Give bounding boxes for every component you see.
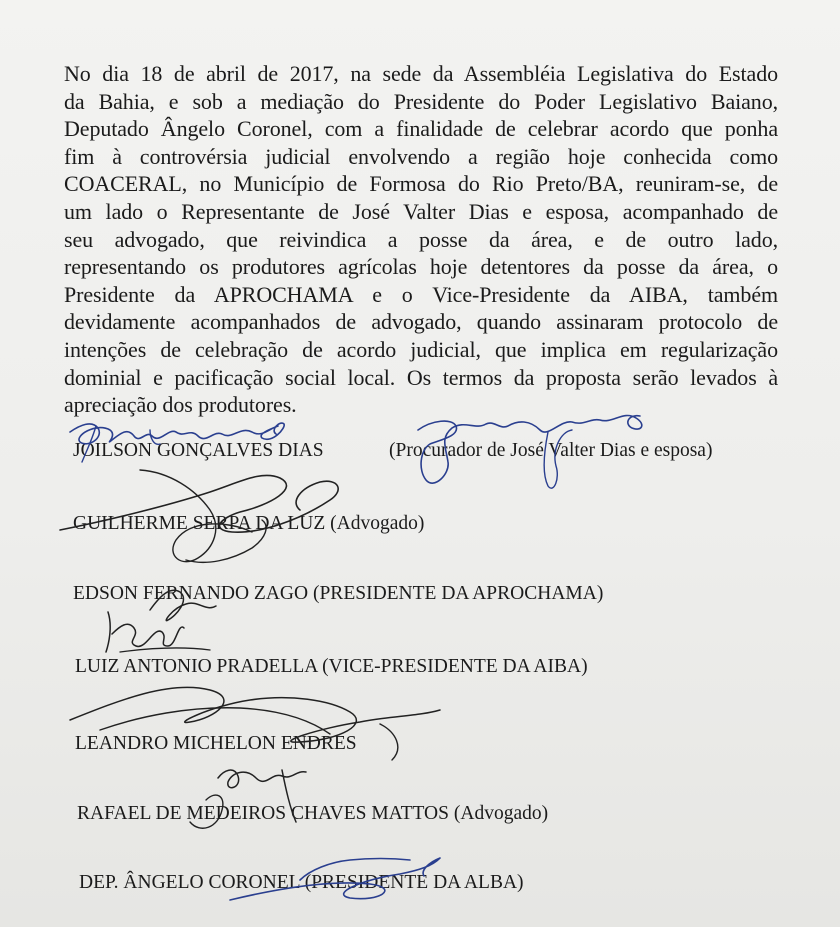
signatory-leandro bbox=[75, 733, 357, 755]
signatory-name: GUILHERME SERPA DA LUZ bbox=[73, 513, 326, 534]
paragraph-line: COACERAL, no Município de Formosa do Rio Preto/BA, reuniram-se, de bbox=[64, 171, 778, 197]
paragraph-line: devidamente acompanhados de advogado, quando assinaram protocolo de bbox=[64, 309, 778, 335]
paragraph-line: da Bahia, e sob a mediação do Presidente do Poder Legislativo Baiano, bbox=[64, 88, 778, 114]
signature-luiz bbox=[106, 612, 184, 652]
paragraph-line: apreciação dos produtores. bbox=[64, 392, 297, 418]
paragraph-line: representando os produtores agrícolas hoje detentores da posse da área, o bbox=[64, 254, 778, 280]
signatory-role: (Advogado) bbox=[453, 803, 549, 824]
paragraph-line: Deputado Ângelo Coronel, com a finalidade de celebrar acordo que ponha bbox=[64, 116, 778, 142]
paragraph-line: No dia 18 de abril de 2017, na sede da Assembléia Legislativa do Estado bbox=[64, 61, 778, 86]
signatory-role: (PRESIDENTE DA ALBA) bbox=[304, 872, 524, 893]
signatory-role: (PRESIDENTE DA APROCHAMA) bbox=[312, 583, 604, 604]
paragraph-line: fim à controvérsia judicial envolvendo a região hoje conhecida como bbox=[64, 143, 778, 169]
signatory-role: (Procurador de José Valter Dias e esposa) bbox=[389, 440, 713, 461]
paragraph-line: intenções de celebração de acordo judicial, que implica em regularização bbox=[64, 336, 778, 362]
signatory-joilson bbox=[73, 440, 324, 462]
signatory-angelo bbox=[79, 872, 524, 894]
signatory-name: DEP. ÂNGELO CORONEL bbox=[79, 872, 300, 893]
signatory-edson bbox=[73, 583, 603, 605]
signatory-joilson-role bbox=[389, 440, 712, 462]
paragraph-line: um lado o Representante de José Valter Dias e esposa, acompanhado de bbox=[64, 198, 778, 224]
signature-luiz-underline bbox=[120, 648, 210, 652]
signatory-rafael bbox=[77, 803, 548, 825]
paragraph-line: Presidente da APROCHAMA e o Vice-Presidente da AIBA, também bbox=[64, 281, 778, 307]
signatory-guilherme bbox=[73, 513, 424, 535]
signatory-role: (Advogado) bbox=[330, 513, 425, 534]
signatory-name: EDSON FERNANDO ZAGO bbox=[73, 583, 309, 604]
signatory-role: (VICE-PRESIDENTE DA AIBA) bbox=[322, 656, 588, 677]
signatory-name: LUIZ ANTONIO PRADELLA bbox=[75, 656, 318, 677]
paragraph-line: seu advogado, que reivindica a posse da área, e de outro lado, bbox=[64, 226, 778, 252]
signatory-name: RAFAEL DE MEDEIROS CHAVES MATTOS bbox=[77, 803, 449, 824]
signatory-luiz bbox=[75, 656, 588, 678]
paragraph-line: dominial e pacificação social local. Os termos da proposta serão levados à bbox=[64, 364, 778, 390]
signatory-name: JOILSON GONÇALVES DIAS bbox=[73, 440, 324, 461]
agreement-paragraph bbox=[64, 60, 778, 419]
signatory-name: LEANDRO MICHELON ENDRES bbox=[75, 733, 357, 754]
